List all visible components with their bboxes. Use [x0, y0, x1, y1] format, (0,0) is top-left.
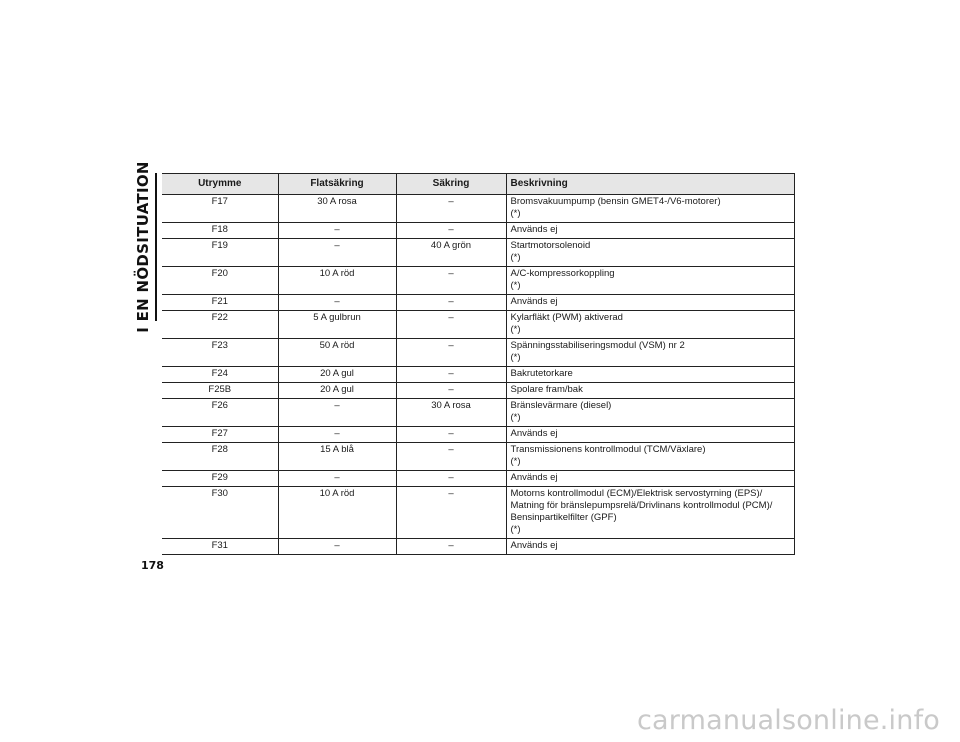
fuse-table: [162, 173, 795, 555]
table-row: [162, 223, 794, 239]
description-line: Bakrutetorkare: [510, 368, 573, 379]
cell-cavity: F30: [162, 487, 278, 539]
section-title: [128, 161, 158, 333]
description-line: Används ej: [510, 472, 558, 483]
cell-description: [506, 383, 794, 399]
cell-cavity: F24: [162, 367, 278, 383]
cell-blade-fuse: 10 A röd: [278, 267, 396, 295]
section-divider: [155, 173, 157, 321]
cell-cavity: F26: [162, 399, 278, 427]
description-line: Spolare fram/bak: [510, 384, 583, 395]
cell-blade-fuse: –: [278, 539, 396, 555]
table-row: [162, 267, 794, 295]
table-row: [162, 487, 794, 539]
description-line: Bensinpartikelfilter (GPF): [510, 512, 617, 523]
cell-cartridge-fuse: –: [396, 539, 506, 555]
cell-cartridge-fuse: 40 A grön: [396, 239, 506, 267]
header-description: Beskrivning: [506, 174, 794, 195]
description-line: Matning för bränslepumpsrelä/Drivlinans kontrollmodul (PCM)/: [510, 500, 773, 511]
cell-cavity: F28: [162, 443, 278, 471]
cell-cavity: F20: [162, 267, 278, 295]
cell-cavity: F23: [162, 339, 278, 367]
description-line: Bränslevärmare (diesel): [510, 400, 612, 411]
table-body: [162, 195, 794, 555]
cell-blade-fuse: 15 A blå: [278, 443, 396, 471]
cell-cartridge-fuse: –: [396, 295, 506, 311]
cell-cavity: F21: [162, 295, 278, 311]
header-cartridge-fuse: Säkring: [396, 174, 506, 195]
description-line: Används ej: [510, 540, 558, 551]
watermark: carmanualsonline.info: [637, 705, 940, 736]
cell-cavity: F29: [162, 471, 278, 487]
cell-cavity: F18: [162, 223, 278, 239]
cell-cartridge-fuse: –: [396, 367, 506, 383]
table-row: [162, 539, 794, 555]
table-row: [162, 311, 794, 339]
table-row: [162, 195, 794, 223]
description-line: (*): [510, 524, 521, 535]
page-number: 178: [141, 559, 164, 572]
cell-description: [506, 539, 794, 555]
cell-description: [506, 295, 794, 311]
header-blade-fuse: Flatsäkring: [278, 174, 396, 195]
cell-blade-fuse: –: [278, 471, 396, 487]
cell-description: [506, 267, 794, 295]
cell-blade-fuse: 50 A röd: [278, 339, 396, 367]
description-line: Startmotorsolenoid: [510, 240, 591, 251]
description-line: (*): [510, 412, 521, 423]
cell-blade-fuse: 20 A gul: [278, 367, 396, 383]
cell-description: [506, 223, 794, 239]
description-line: Kylarfläkt (PWM) aktiverad: [510, 312, 623, 323]
cell-blade-fuse: –: [278, 399, 396, 427]
table-header-row: [162, 174, 794, 195]
cell-description: [506, 427, 794, 443]
cell-cartridge-fuse: –: [396, 443, 506, 471]
cell-cavity: F22: [162, 311, 278, 339]
description-line: Används ej: [510, 296, 558, 307]
cell-cavity: F25B: [162, 383, 278, 399]
description-line: Transmissionens kontrollmodul (TCM/Växlare): [510, 444, 706, 455]
cell-cartridge-fuse: –: [396, 223, 506, 239]
cell-description: [506, 443, 794, 471]
cell-cartridge-fuse: –: [396, 383, 506, 399]
description-line: Används ej: [510, 224, 558, 235]
cell-description: [506, 339, 794, 367]
cell-description: [506, 311, 794, 339]
description-line: (*): [510, 280, 521, 291]
cell-cavity: F19: [162, 239, 278, 267]
description-line: (*): [510, 208, 521, 219]
header-cavity: Utrymme: [162, 174, 278, 195]
table-row: [162, 383, 794, 399]
description-line: A/C-kompressorkoppling: [510, 268, 615, 279]
description-line: Används ej: [510, 428, 558, 439]
cell-description: [506, 399, 794, 427]
cell-description: [506, 239, 794, 267]
description-line: (*): [510, 352, 521, 363]
cell-blade-fuse: –: [278, 295, 396, 311]
cell-cartridge-fuse: –: [396, 267, 506, 295]
description-line: Spänningsstabiliseringsmodul (VSM) nr 2: [510, 340, 685, 351]
cell-blade-fuse: 20 A gul: [278, 383, 396, 399]
cell-cavity: F27: [162, 427, 278, 443]
cell-description: [506, 487, 794, 539]
table-row: [162, 367, 794, 383]
cell-cartridge-fuse: –: [396, 487, 506, 539]
cell-blade-fuse: –: [278, 427, 396, 443]
cell-description: [506, 367, 794, 383]
description-line: (*): [510, 456, 521, 467]
table-row: [162, 427, 794, 443]
description-line: (*): [510, 324, 521, 335]
cell-cartridge-fuse: –: [396, 339, 506, 367]
cell-cartridge-fuse: –: [396, 195, 506, 223]
table-row: [162, 239, 794, 267]
table-row: [162, 399, 794, 427]
cell-blade-fuse: 5 A gulbrun: [278, 311, 396, 339]
cell-description: [506, 195, 794, 223]
table-row: [162, 443, 794, 471]
cell-description: [506, 471, 794, 487]
cell-cavity: F17: [162, 195, 278, 223]
cell-blade-fuse: –: [278, 223, 396, 239]
cell-cartridge-fuse: 30 A rosa: [396, 399, 506, 427]
cell-blade-fuse: –: [278, 239, 396, 267]
table-row: [162, 471, 794, 487]
cell-cartridge-fuse: –: [396, 427, 506, 443]
table-row: [162, 339, 794, 367]
cell-cartridge-fuse: –: [396, 471, 506, 487]
description-line: Motorns kontrollmodul (ECM)/Elektrisk servostyrning (EPS)/: [510, 488, 763, 499]
cell-cartridge-fuse: –: [396, 311, 506, 339]
cell-cavity: F31: [162, 539, 278, 555]
section-title-text: I EN NÖDSITUATION: [134, 161, 152, 333]
table-row: [162, 295, 794, 311]
cell-blade-fuse: 30 A rosa: [278, 195, 396, 223]
cell-blade-fuse: 10 A röd: [278, 487, 396, 539]
description-line: Bromsvakuumpump (bensin GMET4-/V6-motorer): [510, 196, 721, 207]
description-line: (*): [510, 252, 521, 263]
